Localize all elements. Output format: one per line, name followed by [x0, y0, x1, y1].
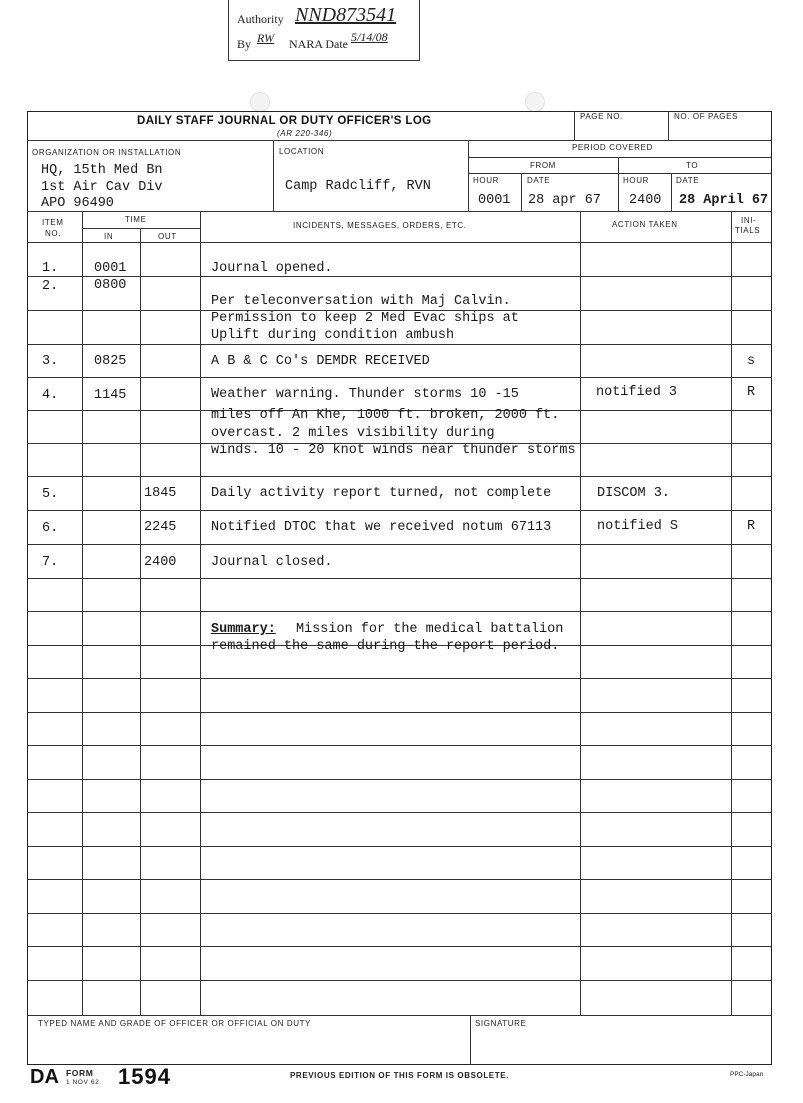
summary-label: Summary:: [211, 622, 276, 637]
organization-line-1: HQ, 15th Med Bn: [41, 163, 163, 178]
time-label: TIME: [125, 215, 147, 224]
by-value: RW: [257, 31, 275, 45]
to-date-label: DATE: [676, 176, 700, 185]
entry-5-action: DISCOM 3.: [597, 486, 670, 501]
from-hour-label: HOUR: [473, 176, 499, 185]
entry-1-in: 0001: [94, 261, 127, 276]
entry-4-line-1: Weather warning. Thunder storms 10 -15: [211, 387, 519, 402]
nara-date-label: NARA Date: [289, 37, 348, 51]
signature-label: SIGNATURE: [475, 1019, 527, 1028]
entry-6-item: 6.: [42, 521, 59, 536]
typed-name-label: TYPED NAME AND GRADE OF OFFICER OR OFFICIAL ON DUTY: [38, 1019, 311, 1028]
to-hour-label: HOUR: [623, 176, 649, 185]
entry-6-initials: R: [747, 519, 756, 534]
from-label: FROM: [530, 161, 556, 170]
initials-label-2: TIALS: [735, 226, 761, 235]
to-hour-value: 2400: [629, 193, 662, 208]
entry-1-item: 1.: [42, 261, 59, 276]
by-label: By: [237, 37, 252, 51]
entry-4-in: 1145: [94, 388, 127, 403]
entry-5-item: 5.: [42, 487, 59, 502]
entry-2-in: 0800: [94, 278, 127, 293]
punch-hole: [525, 92, 545, 112]
entry-2-line-2: Permission to keep 2 Med Evac ships at: [211, 311, 519, 326]
item-label: ITEM: [42, 218, 64, 227]
form-date: 1 NOV 62: [66, 1079, 100, 1086]
nara-date-value: 5/14/08: [351, 30, 388, 44]
entry-4-line-2: miles off An Khe, 1000 ft. broken, 2000 ft.: [211, 408, 560, 423]
entry-3-item: 3.: [42, 354, 59, 369]
entry-4-initials: R: [747, 385, 756, 400]
printer-mark: PPC-Japan: [730, 1071, 764, 1078]
entry-4-line-3: overcast. 2 miles visibility during: [211, 426, 495, 441]
entry-6-line-1: Notified DTOC that we received notum 67113: [211, 520, 552, 535]
form-number: 1594: [118, 1064, 171, 1089]
from-date-label: DATE: [527, 176, 551, 185]
summary-line-2: remained the same during the report period.: [211, 639, 560, 654]
form-word: FORM: [66, 1068, 94, 1078]
regulation-label: (AR 220-346): [277, 129, 333, 138]
incidents-label: INCIDENTS, MESSAGES, ORDERS, ETC.: [293, 221, 467, 230]
entry-4-action: notified 3: [596, 385, 678, 400]
to-label: TO: [686, 161, 699, 170]
location-value: Camp Radcliff, RVN: [285, 179, 431, 194]
entry-6-out: 2245: [144, 520, 177, 535]
from-hour-value: 0001: [478, 193, 511, 208]
organization-line-2: 1st Air Cav Div: [41, 180, 163, 195]
form-prefix: DA: [30, 1066, 59, 1088]
authority-value: NND873541: [295, 4, 397, 26]
entry-2-line-3: Uplift during condition ambush: [211, 328, 455, 343]
entry-6-action: notified S: [597, 519, 679, 534]
time-in-label: IN: [104, 232, 114, 241]
initials-label-1: INI-: [741, 216, 757, 225]
entry-3-in: 0825: [94, 354, 127, 369]
time-out-label: OUT: [158, 232, 177, 241]
entry-7-item: 7.: [42, 555, 59, 570]
entry-2-item: 2.: [42, 279, 59, 294]
authority-label: Authority: [237, 12, 284, 26]
entry-3-line-1: A B & C Co's DEMDR RECEIVED: [211, 354, 430, 369]
entry-5-out: 1845: [144, 486, 177, 501]
entry-4-item: 4.: [42, 388, 59, 403]
from-date-value: 28 apr 67: [528, 193, 601, 208]
journal-form: [27, 111, 772, 1065]
entry-5-line-1: Daily activity report turned, not complete: [211, 486, 552, 501]
summary-line-1: Mission for the medical battalion: [296, 622, 564, 637]
entry-1-line-1: Journal opened.: [211, 261, 333, 276]
action-taken-label: ACTION TAKEN: [612, 220, 678, 229]
item-no-label-2: NO.: [45, 229, 62, 238]
entry-4-line-4: winds. 10 - 20 knot winds near thunder storms: [211, 443, 576, 458]
entry-7-line-1: Journal closed.: [211, 555, 333, 570]
entry-3-initials: s: [747, 354, 756, 369]
organization-label: ORGANIZATION OR INSTALLATION: [32, 148, 182, 157]
obsolete-note: PREVIOUS EDITION OF THIS FORM IS OBSOLETE.: [290, 1071, 509, 1080]
no-of-pages-label: NO. OF PAGES: [674, 112, 738, 121]
punch-hole: [250, 92, 270, 112]
form-title: DAILY STAFF JOURNAL OR DUTY OFFICER'S LOG: [137, 115, 432, 127]
to-date-value: 28 April 67: [679, 193, 769, 208]
page-no-label: PAGE NO.: [580, 112, 623, 121]
entry-7-out: 2400: [144, 555, 177, 570]
location-label: LOCATION: [279, 147, 325, 156]
declassification-stamp: [228, 0, 420, 61]
organization-line-3: APO 96490: [41, 196, 114, 211]
period-covered-label: PERIOD COVERED: [572, 143, 653, 152]
entry-2-line-1: Per teleconversation with Maj Calvin.: [211, 294, 511, 309]
